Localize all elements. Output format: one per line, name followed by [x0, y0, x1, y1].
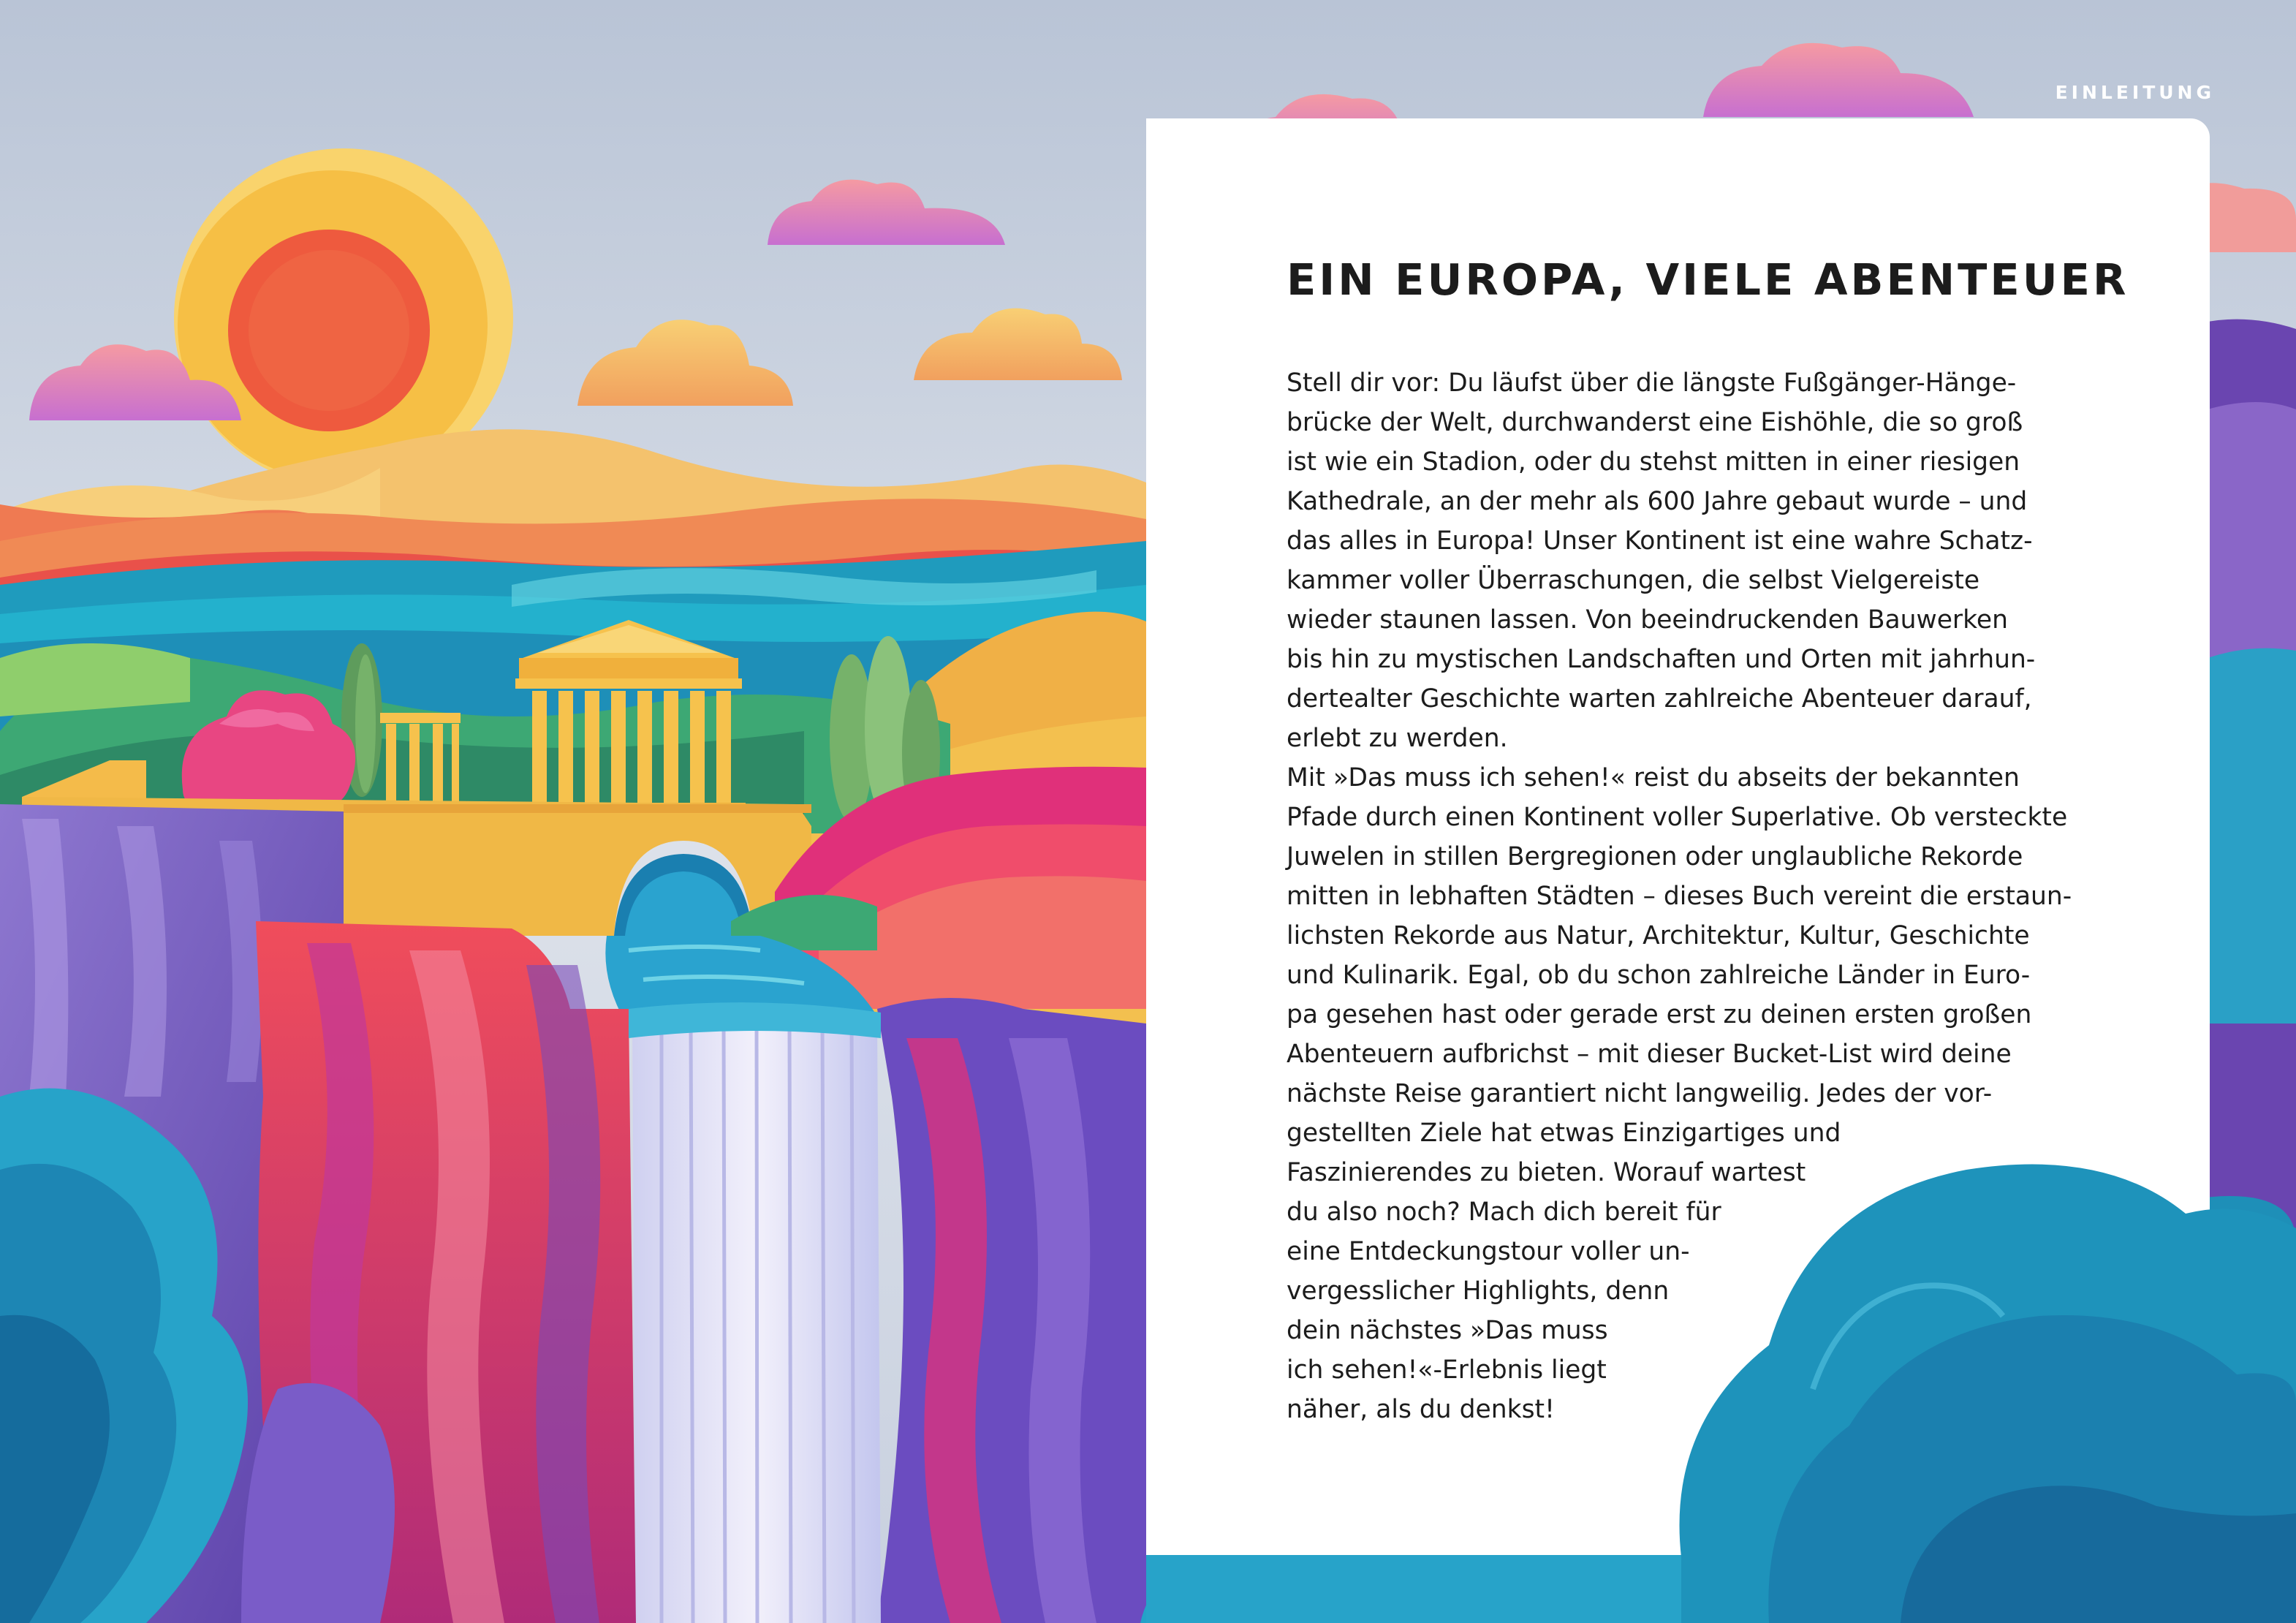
body-line: Abenteuern aufbrichst – mit dieser Bucket-List wird deine: [1287, 1040, 2012, 1069]
body-line: lichsten Rekorde aus Natur, Architektur, Kultur, Geschichte: [1287, 921, 2030, 950]
page-heading: EIN EUROPA, VIELE ABENTEUER: [1287, 254, 2129, 305]
body-line: ist wie ein Stadion, oder du stehst mitten in einer riesigen: [1287, 447, 2020, 477]
body-line: bis hin zu mystischen Landschaften und Orten mit jahrhun-: [1287, 645, 2036, 674]
body-line: vergesslicher Highlights, denn: [1287, 1276, 1670, 1306]
body-line: Stell dir vor: Du läufst über die längste Fußgänger-Hänge-: [1287, 368, 2017, 398]
body-line: mitten in lebhaften Städten – dieses Buch vereint die erstaun-: [1287, 882, 2072, 911]
body-line: Mit »Das muss ich sehen!« reist du abseits der bekannten: [1287, 763, 2020, 792]
body-line: ich sehen!«-Erlebnis liegt: [1287, 1355, 1607, 1385]
body-line: du also noch? Mach dich bereit für: [1287, 1198, 1721, 1227]
body-line: näher, als du denkst!: [1287, 1395, 1555, 1424]
body-line: Kathedrale, an der mehr als 600 Jahre gebaut wurde – und: [1287, 487, 2028, 516]
body-line: erlebt zu werden.: [1287, 724, 1508, 753]
body-line: kammer voller Überraschungen, die selbst Vielgereiste: [1287, 566, 1980, 595]
body-line: dertealter Geschichte warten zahlreiche Abenteuer darauf,: [1287, 684, 2032, 714]
body-line: gestellten Ziele hat etwas Einzigartiges und: [1287, 1119, 1841, 1148]
body-line: pa gesehen hast oder gerade erst zu deinen ersten großen: [1287, 1000, 2032, 1029]
body-line: Pfade durch einen Kontinent voller Superlative. Ob versteckte: [1287, 803, 2068, 832]
body-line: nächste Reise garantiert nicht langweilig. Jedes der vor-: [1287, 1079, 1993, 1108]
body-line: das alles in Europa! Unser Kontinent ist eine wahre Schatz-: [1287, 526, 2033, 556]
body-line: Juwelen in stillen Bergregionen oder unglaubliche Rekorde: [1287, 842, 2023, 871]
body-line: eine Entdeckungstour voller un-: [1287, 1237, 1690, 1266]
intro-body-text: [1287, 363, 2208, 1429]
body-line: dein nächstes »Das muss: [1287, 1316, 1608, 1345]
body-line: Faszinierendes zu bieten. Worauf wartest: [1287, 1158, 1806, 1187]
body-line: brücke der Welt, durchwanderst eine Eishöhle, die so groß: [1287, 408, 2023, 437]
section-label: EINLEITUNG: [2055, 82, 2215, 103]
body-line: und Kulinarik. Egal, ob du schon zahlreiche Länder in Euro-: [1287, 961, 2031, 990]
body-line: wieder staunen lassen. Von beeindruckenden Bauwerken: [1287, 605, 2008, 635]
